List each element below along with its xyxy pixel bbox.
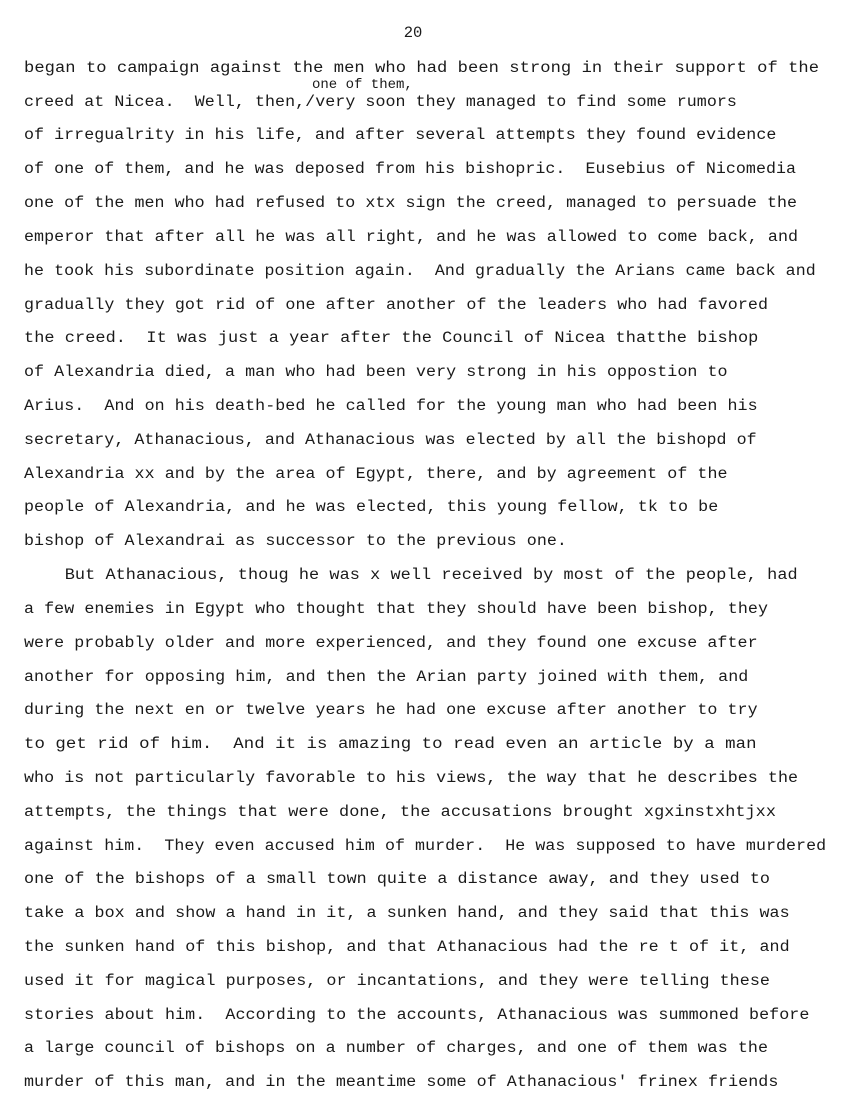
text-line-25: one of the bishops of a small town quite a distance away, and they used to	[24, 870, 771, 888]
text-line-26: take a box and show a hand in it, a sunken hand, and they said that this was	[24, 904, 790, 922]
page-number: 20	[403, 24, 423, 42]
text-line-16: But Athanacious, thoug he was x well received by most of the people, had	[24, 566, 798, 584]
text-line-8: gradually they got rid of one after another of the leaders who had favored	[24, 296, 769, 314]
text-line-31: murder of this man, and in the meantime some of Athanacious' frinex friends	[24, 1073, 779, 1091]
text-line-3: of irregualrity in his life, and after several attempts they found evidence	[24, 126, 777, 144]
text-line-11: Arius. And on his death-bed he called for the young man who had been his	[24, 397, 758, 415]
text-line-21: to get rid of him. And it is amazing to read even an article by a man	[24, 735, 757, 753]
text-line-2: creed at Nicea. Well, then,/very soon they managed to find some rumors	[24, 93, 737, 111]
interlinear-insertion: one of them,	[312, 77, 413, 93]
text-line-9: the creed. It was just a year after the Council of Nicea thatthe bishop	[24, 329, 759, 347]
text-line-6: emperor that after all he was all right, and he was allowed to come back, and	[24, 228, 799, 246]
text-line-13: Alexandria xx and by the area of Egypt, there, and by agreement of the	[24, 465, 728, 483]
text-line-22: who is not particularly favorable to his views, the way that he describes the	[24, 769, 799, 787]
text-line-1: began to campaign against the men who had been strong in their support of the	[24, 59, 820, 77]
text-line-4: of one of them, and he was deposed from his bishopric. Eusebius of Nicomedia	[24, 160, 797, 178]
text-line-20: during the next en or twelve years he had one excuse after another to try	[24, 701, 758, 719]
text-line-15: bishop of Alexandrai as successor to the previous one.	[24, 532, 567, 550]
text-line-30: a large council of bishops on a number of charges, and one of them was the	[24, 1039, 769, 1057]
text-line-12: secretary, Athanacious, and Athanacious was elected by all the bishopd of	[24, 431, 757, 449]
text-line-29: stories about him. According to the accounts, Athanacious was summoned before	[24, 1006, 810, 1024]
text-line-17: a few enemies in Egypt who thought that they should have been bishop, they	[24, 600, 769, 618]
text-line-19: another for opposing him, and then the Arian party joined with them, and	[24, 668, 749, 686]
text-line-14: people of Alexandria, and he was elected, this young fellow, tk to be	[24, 498, 719, 516]
text-line-23: attempts, the things that were done, the accusations brought xgxinstxhtjxx	[24, 803, 777, 821]
text-line-27: the sunken hand of this bishop, and that Athanacious had the re t of it, and	[24, 938, 790, 956]
text-line-5: one of the men who had refused to xtx sign the creed, managed to persuade the	[24, 194, 798, 212]
text-line-10: of Alexandria died, a man who had been very strong in his oppostion to	[24, 363, 728, 381]
text-line-24: against him. They even accused him of murder. He was supposed to have murdered	[24, 837, 827, 855]
text-line-7: he took his subordinate position again. And gradually the Arians came back and	[24, 262, 816, 280]
text-line-18: were probably older and more experienced, and they found one excuse after	[24, 634, 758, 652]
text-line-28: used it for magical purposes, or incantations, and they were telling these	[24, 972, 771, 990]
